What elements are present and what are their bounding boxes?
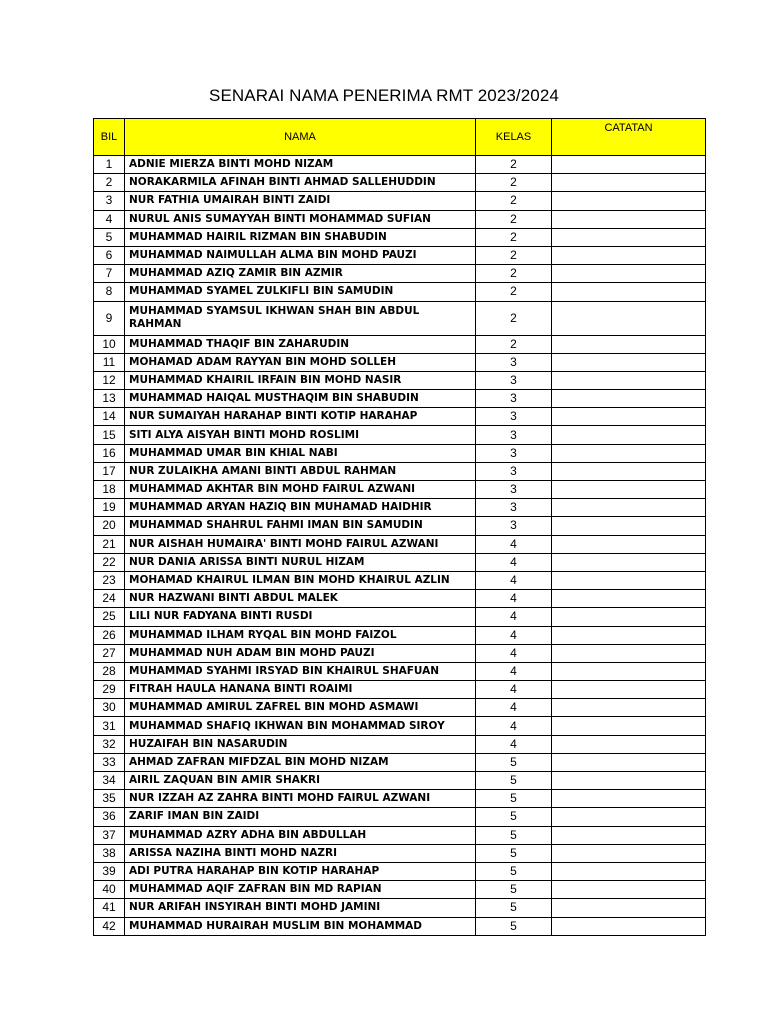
note-cell xyxy=(552,571,706,589)
page-title: SENARAI NAMA PENERIMA RMT 2023/2024 xyxy=(209,86,559,105)
table-row xyxy=(94,681,706,699)
table-row xyxy=(94,462,706,480)
class-cell: 3 xyxy=(476,371,552,389)
bil-cell: 9 xyxy=(94,301,125,335)
table-row xyxy=(94,535,706,553)
class-cell: 3 xyxy=(476,390,552,408)
name-cell: MUHAMMAD SHAHRUL FAHMI IMAN BIN SAMUDIN xyxy=(125,517,476,535)
class-cell: 2 xyxy=(476,174,552,192)
recipient-table xyxy=(93,118,706,936)
note-cell xyxy=(552,174,706,192)
note-cell xyxy=(552,408,706,426)
note-cell xyxy=(552,917,706,935)
table-row xyxy=(94,444,706,462)
note-cell xyxy=(552,644,706,662)
table-row xyxy=(94,808,706,826)
name-cell: NUR SUMAIYAH HARAHAP BINTI KOTIP HARAHAP xyxy=(125,408,476,426)
bil-cell: 39 xyxy=(94,862,125,880)
bil-cell: 22 xyxy=(94,553,125,571)
bil-cell: 42 xyxy=(94,917,125,935)
class-cell: 4 xyxy=(476,590,552,608)
note-cell xyxy=(552,517,706,535)
bil-cell: 33 xyxy=(94,753,125,771)
bil-cell: 13 xyxy=(94,390,125,408)
name-cell: NUR DANIA ARISSA BINTI NURUL HIZAM xyxy=(125,553,476,571)
note-cell xyxy=(552,246,706,264)
bil-cell: 24 xyxy=(94,590,125,608)
bil-cell: 30 xyxy=(94,699,125,717)
name-cell: NORAKARMILA AFINAH BINTI AHMAD SALLEHUDDIN xyxy=(125,174,476,192)
table-row xyxy=(94,644,706,662)
note-cell xyxy=(552,626,706,644)
table-row xyxy=(94,426,706,444)
note-cell xyxy=(552,353,706,371)
class-cell: 2 xyxy=(476,301,552,335)
table-row xyxy=(94,917,706,935)
class-cell: 4 xyxy=(476,553,552,571)
name-cell: AIRIL ZAQUAN BIN AMIR SHAKRI xyxy=(125,772,476,790)
bil-cell: 19 xyxy=(94,499,125,517)
table-row xyxy=(94,210,706,228)
class-cell: 5 xyxy=(476,808,552,826)
table-row xyxy=(94,371,706,389)
bil-cell: 26 xyxy=(94,626,125,644)
name-cell: MUHAMMAD SHAFIQ IKHWAN BIN MOHAMMAD SIROY xyxy=(125,717,476,735)
table-row xyxy=(94,626,706,644)
header-nama: NAMA xyxy=(125,119,476,156)
note-cell xyxy=(552,735,706,753)
table-row xyxy=(94,772,706,790)
bil-cell: 3 xyxy=(94,192,125,210)
note-cell xyxy=(552,156,706,174)
bil-cell: 20 xyxy=(94,517,125,535)
name-cell: NURUL ANIS SUMAYYAH BINTI MOHAMMAD SUFIAN xyxy=(125,210,476,228)
name-cell: NUR ZULAIKHA AMANI BINTI ABDUL RAHMAN xyxy=(125,462,476,480)
name-cell: MOHAMAD KHAIRUL ILMAN BIN MOHD KHAIRUL AZLIN xyxy=(125,571,476,589)
bil-cell: 1 xyxy=(94,156,125,174)
class-cell: 3 xyxy=(476,353,552,371)
note-cell xyxy=(552,899,706,917)
class-cell: 5 xyxy=(476,917,552,935)
name-cell: SITI ALYA AISYAH BINTI MOHD ROSLIMI xyxy=(125,426,476,444)
class-cell: 3 xyxy=(476,517,552,535)
class-cell: 3 xyxy=(476,481,552,499)
name-cell: MUHAMMAD HAIQAL MUSTHAQIM BIN SHABUDIN xyxy=(125,390,476,408)
name-cell: MUHAMMAD HURAIRAH MUSLIM BIN MOHAMMAD xyxy=(125,917,476,935)
name-cell: LILI NUR FADYANA BINTI RUSDI xyxy=(125,608,476,626)
name-cell: MUHAMMAD ILHAM RYQAL BIN MOHD FAIZOL xyxy=(125,626,476,644)
class-cell: 2 xyxy=(476,265,552,283)
class-cell: 5 xyxy=(476,881,552,899)
bil-cell: 29 xyxy=(94,681,125,699)
table-row xyxy=(94,735,706,753)
class-cell: 4 xyxy=(476,644,552,662)
class-cell: 4 xyxy=(476,626,552,644)
class-cell: 5 xyxy=(476,753,552,771)
note-cell xyxy=(552,553,706,571)
class-cell: 5 xyxy=(476,772,552,790)
note-cell xyxy=(552,881,706,899)
header-kelas: KELAS xyxy=(476,119,552,156)
note-cell xyxy=(552,753,706,771)
class-cell: 2 xyxy=(476,228,552,246)
bil-cell: 18 xyxy=(94,481,125,499)
bil-cell: 37 xyxy=(94,826,125,844)
class-cell: 4 xyxy=(476,662,552,680)
table-row xyxy=(94,553,706,571)
bil-cell: 2 xyxy=(94,174,125,192)
name-cell: MUHAMMAD NUH ADAM BIN MOHD PAUZI xyxy=(125,644,476,662)
note-cell xyxy=(552,590,706,608)
class-cell: 5 xyxy=(476,844,552,862)
note-cell xyxy=(552,808,706,826)
note-cell xyxy=(552,608,706,626)
bil-cell: 28 xyxy=(94,662,125,680)
bil-cell: 27 xyxy=(94,644,125,662)
class-cell: 4 xyxy=(476,608,552,626)
table-row xyxy=(94,571,706,589)
bil-cell: 17 xyxy=(94,462,125,480)
header-catatan: CATATAN xyxy=(552,119,706,156)
class-cell: 5 xyxy=(476,862,552,880)
table-row xyxy=(94,826,706,844)
note-cell xyxy=(552,499,706,517)
note-cell xyxy=(552,844,706,862)
table-row xyxy=(94,790,706,808)
bil-cell: 23 xyxy=(94,571,125,589)
table-row xyxy=(94,481,706,499)
note-cell xyxy=(552,444,706,462)
bil-cell: 25 xyxy=(94,608,125,626)
class-cell: 4 xyxy=(476,571,552,589)
bil-cell: 38 xyxy=(94,844,125,862)
bil-cell: 8 xyxy=(94,283,125,301)
note-cell xyxy=(552,265,706,283)
table-row xyxy=(94,156,706,174)
table-row xyxy=(94,862,706,880)
name-cell: FITRAH HAULA HANANA BINTI ROAIMI xyxy=(125,681,476,699)
note-cell xyxy=(552,390,706,408)
name-cell: MUHAMMAD SYAMEL ZULKIFLI BIN SAMUDIN xyxy=(125,283,476,301)
class-cell: 2 xyxy=(476,335,552,353)
table-row xyxy=(94,717,706,735)
name-cell: MUHAMMAD AMIRUL ZAFREL BIN MOHD ASMAWI xyxy=(125,699,476,717)
note-cell xyxy=(552,790,706,808)
class-cell: 3 xyxy=(476,499,552,517)
class-cell: 3 xyxy=(476,426,552,444)
class-cell: 4 xyxy=(476,717,552,735)
table-row xyxy=(94,265,706,283)
name-cell: ZARIF IMAN BIN ZAIDI xyxy=(125,808,476,826)
note-cell xyxy=(552,426,706,444)
class-cell: 2 xyxy=(476,210,552,228)
bil-cell: 12 xyxy=(94,371,125,389)
bil-cell: 11 xyxy=(94,353,125,371)
class-cell: 4 xyxy=(476,699,552,717)
class-cell: 5 xyxy=(476,790,552,808)
table-row xyxy=(94,301,706,335)
name-cell: ADI PUTRA HARAHAP BIN KOTIP HARAHAP xyxy=(125,862,476,880)
table-row xyxy=(94,353,706,371)
bil-cell: 32 xyxy=(94,735,125,753)
class-cell: 2 xyxy=(476,283,552,301)
bil-cell: 35 xyxy=(94,790,125,808)
bil-cell: 14 xyxy=(94,408,125,426)
name-cell: MUHAMMAD AQIF ZAFRAN BIN MD RAPIAN xyxy=(125,881,476,899)
class-cell: 2 xyxy=(476,246,552,264)
class-cell: 4 xyxy=(476,681,552,699)
name-cell: MUHAMMAD SYAMSUL IKHWAN SHAH BIN ABDUL RAHMAN xyxy=(125,301,476,335)
bil-cell: 5 xyxy=(94,228,125,246)
name-cell: HUZAIFAH BIN NASARUDIN xyxy=(125,735,476,753)
name-cell: NUR FATHIA UMAIRAH BINTI ZAIDI xyxy=(125,192,476,210)
bil-cell: 31 xyxy=(94,717,125,735)
name-cell: NUR HAZWANI BINTI ABDUL MALEK xyxy=(125,590,476,608)
table-row xyxy=(94,174,706,192)
table-row xyxy=(94,517,706,535)
note-cell xyxy=(552,662,706,680)
note-cell xyxy=(552,772,706,790)
name-cell: MUHAMMAD UMAR BIN KHIAL NABI xyxy=(125,444,476,462)
bil-cell: 40 xyxy=(94,881,125,899)
table-row xyxy=(94,699,706,717)
bil-cell: 41 xyxy=(94,899,125,917)
name-cell: MUHAMMAD AZRY ADHA BIN ABDULLAH xyxy=(125,826,476,844)
note-cell xyxy=(552,462,706,480)
class-cell: 2 xyxy=(476,192,552,210)
name-cell: NUR IZZAH AZ ZAHRA BINTI MOHD FAIRUL AZWANI xyxy=(125,790,476,808)
name-cell: ARISSA NAZIHA BINTI MOHD NAZRI xyxy=(125,844,476,862)
note-cell xyxy=(552,335,706,353)
bil-cell: 34 xyxy=(94,772,125,790)
header-bil: BIL xyxy=(94,119,125,156)
table-row xyxy=(94,408,706,426)
note-cell xyxy=(552,481,706,499)
table-row xyxy=(94,499,706,517)
table-row xyxy=(94,844,706,862)
bil-cell: 16 xyxy=(94,444,125,462)
name-cell: AHMAD ZAFRAN MIFDZAL BIN MOHD NIZAM xyxy=(125,753,476,771)
table-row xyxy=(94,881,706,899)
table-row xyxy=(94,590,706,608)
note-cell xyxy=(552,862,706,880)
bil-cell: 7 xyxy=(94,265,125,283)
class-cell: 2 xyxy=(476,156,552,174)
note-cell xyxy=(552,301,706,335)
note-cell xyxy=(552,681,706,699)
note-cell xyxy=(552,699,706,717)
name-cell: NUR AISHAH HUMAIRA' BINTI MOHD FAIRUL AZWANI xyxy=(125,535,476,553)
table-row xyxy=(94,192,706,210)
table-row xyxy=(94,246,706,264)
bil-cell: 21 xyxy=(94,535,125,553)
name-cell: MUHAMMAD THAQIF BIN ZAHARUDIN xyxy=(125,335,476,353)
class-cell: 5 xyxy=(476,899,552,917)
table-row xyxy=(94,899,706,917)
note-cell xyxy=(552,535,706,553)
table-header-row xyxy=(94,119,706,156)
note-cell xyxy=(552,717,706,735)
bil-cell: 6 xyxy=(94,246,125,264)
table-row xyxy=(94,335,706,353)
name-cell: NUR ARIFAH INSYIRAH BINTI MOHD JAMINI xyxy=(125,899,476,917)
table-row xyxy=(94,283,706,301)
note-cell xyxy=(552,192,706,210)
class-cell: 3 xyxy=(476,444,552,462)
bil-cell: 4 xyxy=(94,210,125,228)
note-cell xyxy=(552,228,706,246)
class-cell: 4 xyxy=(476,535,552,553)
table-row xyxy=(94,228,706,246)
note-cell xyxy=(552,371,706,389)
name-cell: MUHAMMAD AZIQ ZAMIR BIN AZMIR xyxy=(125,265,476,283)
note-cell xyxy=(552,826,706,844)
class-cell: 4 xyxy=(476,735,552,753)
name-cell: MUHAMMAD AKHTAR BIN MOHD FAIRUL AZWANI xyxy=(125,481,476,499)
bil-cell: 15 xyxy=(94,426,125,444)
bil-cell: 10 xyxy=(94,335,125,353)
table-body xyxy=(94,156,706,936)
name-cell: MUHAMMAD KHAIRIL IRFAIN BIN MOHD NASIR xyxy=(125,371,476,389)
class-cell: 5 xyxy=(476,826,552,844)
class-cell: 3 xyxy=(476,462,552,480)
note-cell xyxy=(552,210,706,228)
name-cell: MUHAMMAD NAIMULLAH ALMA BIN MOHD PAUZI xyxy=(125,246,476,264)
name-cell: MOHAMAD ADAM RAYYAN BIN MOHD SOLLEH xyxy=(125,353,476,371)
table-row xyxy=(94,662,706,680)
table-row xyxy=(94,608,706,626)
name-cell: MUHAMMAD ARYAN HAZIQ BIN MUHAMAD HAIDHIR xyxy=(125,499,476,517)
name-cell: ADNIE MIERZA BINTI MOHD NIZAM xyxy=(125,156,476,174)
bil-cell: 36 xyxy=(94,808,125,826)
table-row xyxy=(94,753,706,771)
name-cell: MUHAMMAD HAIRIL RIZMAN BIN SHABUDIN xyxy=(125,228,476,246)
class-cell: 3 xyxy=(476,408,552,426)
table-row xyxy=(94,390,706,408)
name-cell: MUHAMMAD SYAHMI IRSYAD BIN KHAIRUL SHAFUAN xyxy=(125,662,476,680)
note-cell xyxy=(552,283,706,301)
